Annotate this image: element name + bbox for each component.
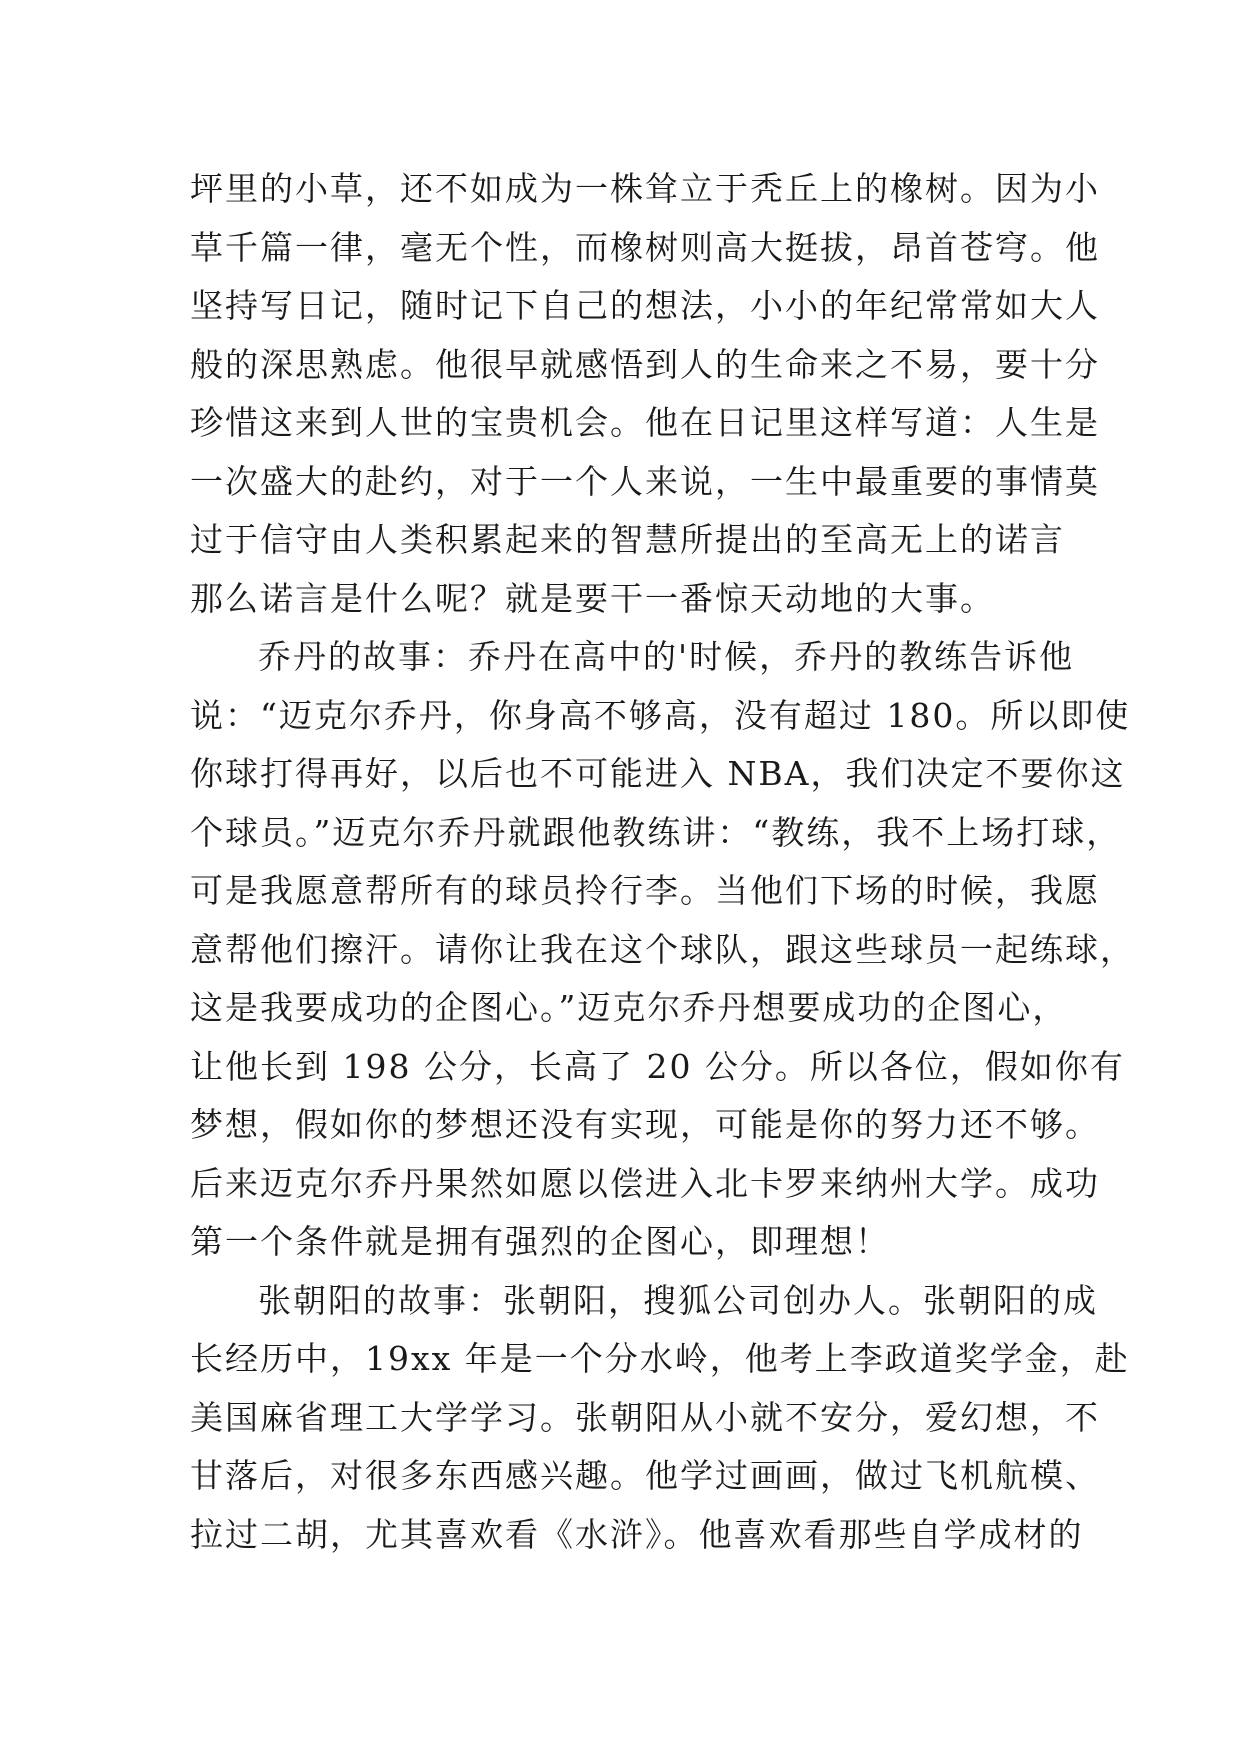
- body-text: [190, 160, 1135, 1564]
- text-line: 拉过二胡，尤其喜欢看《水浒》。他喜欢看那些自学成材的: [190, 1514, 1084, 1554]
- text-line: 般的深思熟虑。他很早就感悟到人的生命来之不易，要十分: [190, 344, 1100, 384]
- text-line: 可是我愿意帮所有的球员拎行李。当他们下场的时候，我愿: [190, 871, 1100, 910]
- text-line: 意帮他们擦汗。请你让我在这个球队，跟这些球员一起练球，: [190, 929, 1135, 969]
- text-line: 坚持写日记，随时记下自己的想法，小小的年纪常常如大人: [190, 286, 1100, 325]
- paragraph-start-jordan: 乔丹的故事：乔丹在高中的'时候，乔丹的教练告诉他: [258, 637, 1075, 676]
- text-line: 美国麻省理工大学学习。张朝阳从小就不安分，爱幻想，不: [190, 1397, 1100, 1437]
- text-line: 这是我要成功的企图心。”迈克尔乔丹想要成功的企图心，: [190, 988, 1068, 1027]
- text-line: 第一个条件就是拥有强烈的企图心，即理想！: [190, 1222, 890, 1261]
- text-line: 珍惜这来到人世的宝贵机会。他在日记里这样写道：人生是: [190, 403, 1100, 442]
- text-line: 草千篇一律，毫无个性，而橡树则高大挺拔，昂首苍穹。他: [190, 227, 1100, 267]
- text-line: 那么诺言是什么呢？就是要干一番惊天动地的大事。: [190, 578, 995, 618]
- text-line: 个球员。”迈克尔乔丹就跟他教练讲：“教练，我不上场打球，: [190, 812, 1122, 852]
- text-line: 说：“迈克尔乔丹，你身高不够高，没有超过 180。所以即使: [190, 695, 1131, 735]
- text-line: 你球打得再好，以后也不可能进入 NBA，我们决定不要你这: [190, 754, 1126, 793]
- text-line: 一次盛大的赴约，对于一个人来说，一生中最重要的事情莫: [190, 461, 1100, 501]
- text-line: 让他长到 198 公分，长高了 20 公分。所以各位，假如你有: [190, 1046, 1125, 1086]
- paragraph-start-zhang: 张朝阳的故事：张朝阳，搜狐公司创办人。张朝阳的成: [258, 1280, 1098, 1320]
- text-line: 坪里的小草，还不如成为一株耸立于秃丘上的橡树。因为小: [190, 169, 1100, 208]
- text-line: 过于信守由人类积累起来的智慧所提出的至高无上的诺言: [190, 520, 1065, 559]
- text-line: 后来迈克尔乔丹果然如愿以偿进入北卡罗来纳州大学。成功: [190, 1163, 1100, 1203]
- text-line: 甘落后，对很多东西感兴趣。他学过画画，做过飞机航模、: [190, 1456, 1100, 1495]
- text-line: 梦想，假如你的梦想还没有实现，可能是你的努力还不够。: [190, 1105, 1100, 1144]
- text-line: 长经历中，19xx 年是一个分水岭，他考上李政道奖学金，赴: [190, 1339, 1130, 1378]
